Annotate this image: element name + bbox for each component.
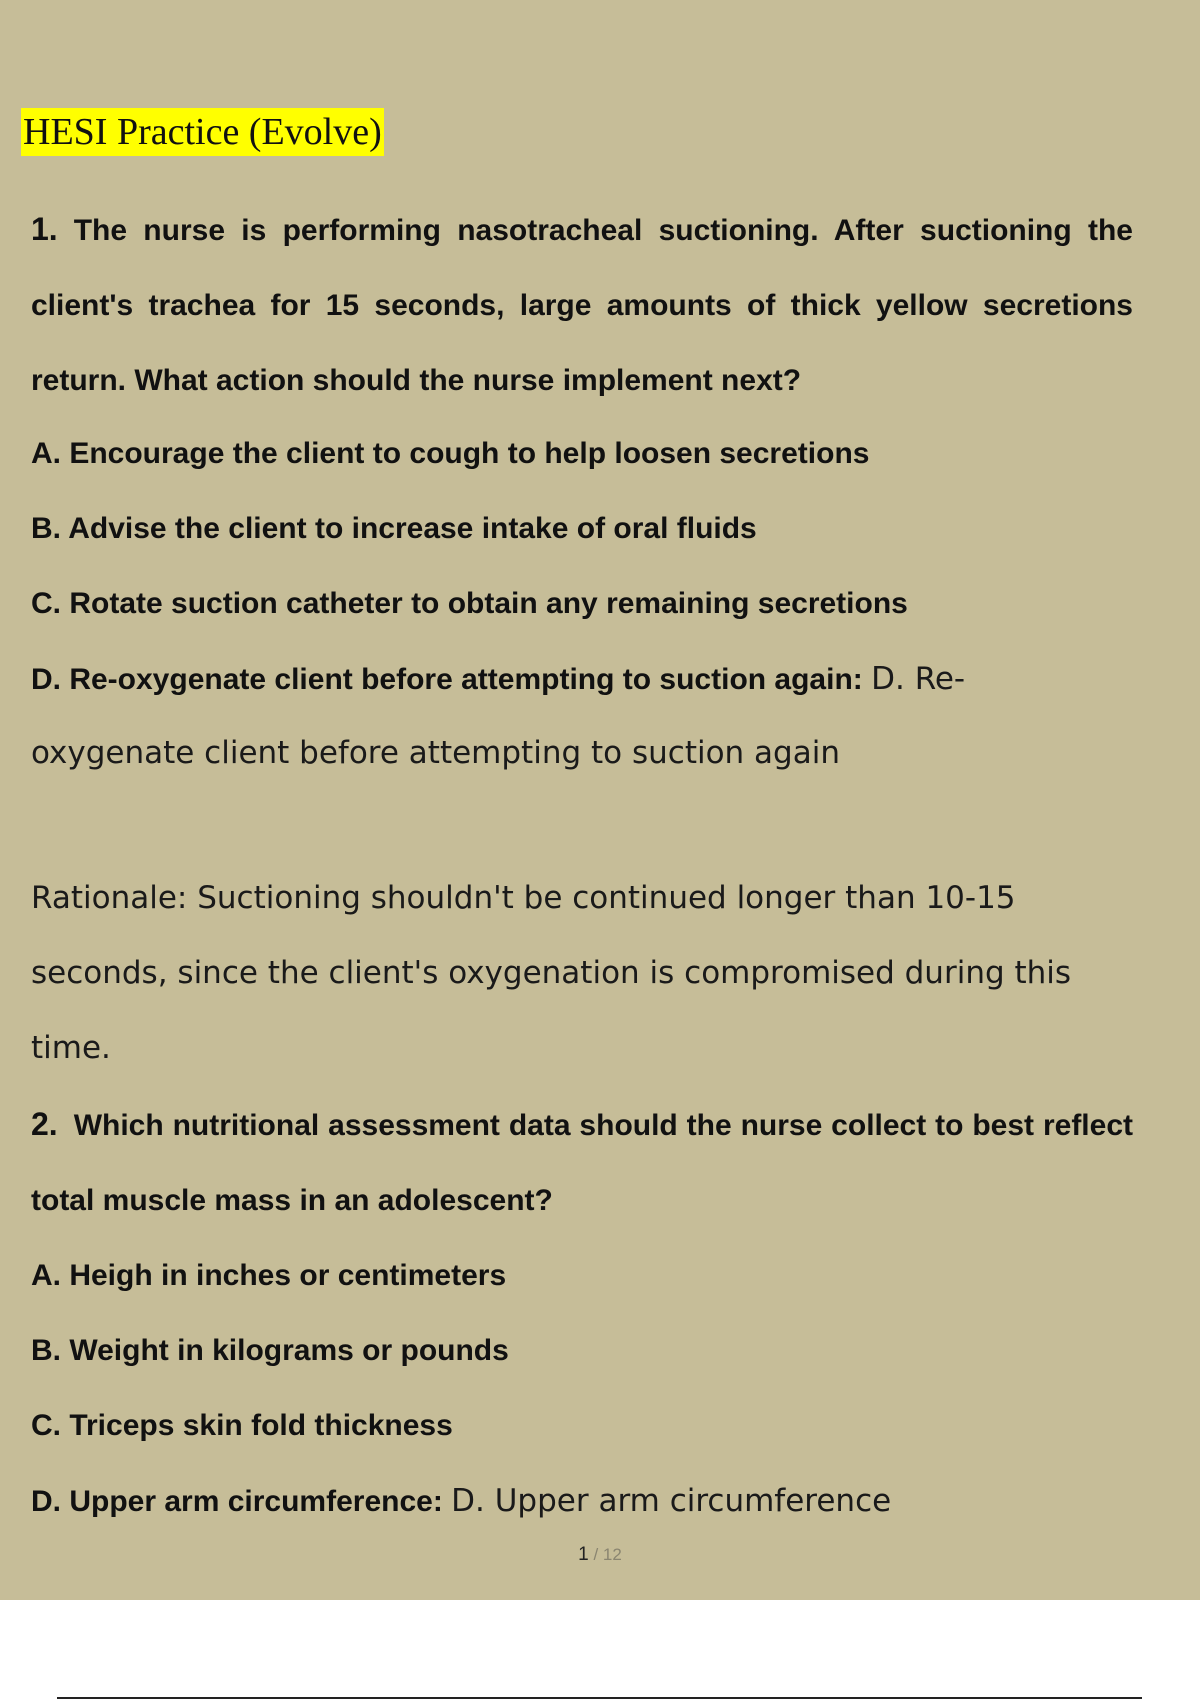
question-2-text: Which nutritional assessment data should the nurse collect to best reflect total muscle mass in an adolescent? [31,1109,1133,1217]
page-separator: / [593,1545,599,1564]
question-1-stem [31,192,1133,418]
question-1-option-d [31,659,965,700]
question-1-number: 1. [31,211,58,247]
question-2-answer: D. Upper arm circumference [451,1483,892,1519]
question-1-answer-continued: oxygenate client before attempting to suction again [31,735,840,771]
document-title: HESI Practice (Evolve) [21,108,384,156]
footer-divider [57,1697,1142,1699]
question-2-option-b: B. Weight in kilograms or pounds [31,1334,509,1367]
page-total: 12 [602,1545,622,1564]
question-1-option-b: B. Advise the client to increase intake of oral fluids [31,512,757,545]
question-1-option-c: C. Rotate suction catheter to obtain any remaining secretions [31,587,908,620]
question-1-rationale: Rationale: Suctioning shouldn't be continued longer than 10-15 seconds, since the client's oxygenation is compromised during this time. [31,880,1072,1066]
question-2-option-c: C. Triceps skin fold thickness [31,1409,453,1442]
question-2-option-d-label: D. Upper arm circumference: [31,1485,443,1518]
question-1-option-a: A. Encourage the client to cough to help loosen secretions [31,437,870,470]
question-2-number: 2. [31,1106,58,1142]
question-2-option-a: A. Heigh in inches or centimeters [31,1259,507,1292]
question-1-text: The nurse is performing nasotracheal suctioning. After suctioning the client's trachea for 15 seconds, large amounts of thick yellow secretions return. What action should the nurse implement next? [31,214,1133,397]
question-2-option-d [31,1481,891,1522]
question-2-stem [31,1087,1133,1238]
page-counter [0,1543,1200,1567]
page-current: 1 [578,1544,589,1565]
question-1-answer: D. Re- [871,661,966,697]
question-1-option-d-label: D. Re-oxygenate client before attempting to suction again: [31,663,863,696]
